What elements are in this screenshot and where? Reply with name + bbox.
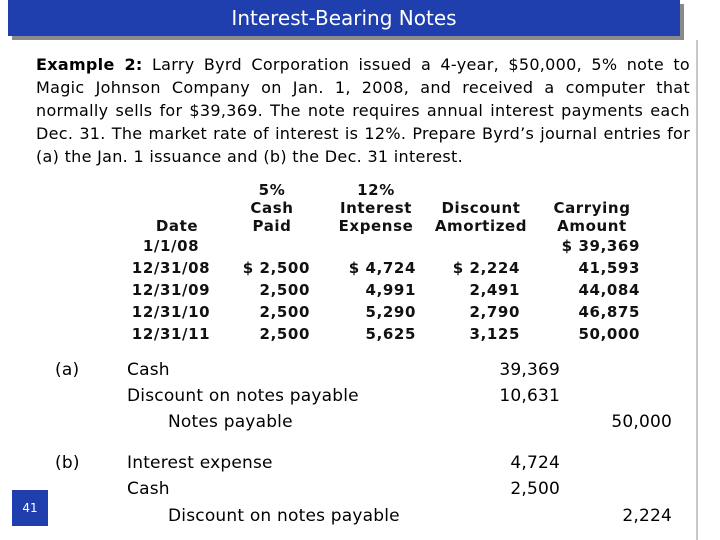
- table-cell-carrying: 50,000: [578, 325, 640, 343]
- header-cash-paid: Paid: [252, 217, 292, 235]
- entry-b-account: Discount on notes payable: [168, 506, 400, 526]
- entry-a-account: Discount on notes payable: [127, 386, 359, 406]
- header-discount-amortized: Amortized: [434, 217, 528, 235]
- example-text: Larry Byrd Corporation issued a 4-year, $50,000, 5% note to Magic Johnson Company on Jan. 1, 2008, and received a computer that normally sells for $39,369. The note requires annual interest payments each Dec. 31. The market rate of interest is 12%. Prepare Byrd’s journal entries for (a) the Jan. 1 issuance and (b) the Dec. 31 interest.: [36, 55, 691, 166]
- table-cell-discount: $ 2,224: [452, 259, 520, 277]
- header-discount: Discount: [441, 199, 521, 217]
- table-cell-carrying: 44,084: [578, 281, 640, 299]
- entry-b-debit: 2,500: [510, 479, 560, 499]
- table-cell-discount: 2,491: [469, 281, 520, 299]
- table-cell-cash: 2,500: [259, 325, 310, 343]
- entry-a-debit: 39,369: [499, 360, 560, 380]
- table-cell-carrying: $ 39,369: [561, 237, 640, 255]
- header-interest-rate: 12%: [357, 181, 395, 199]
- table-cell-interest: 5,625: [365, 325, 416, 343]
- table-cell-cash: $ 2,500: [242, 259, 310, 277]
- example-paragraph: [36, 53, 690, 168]
- header-carrying: Carrying: [553, 199, 631, 217]
- header-date: Date: [155, 217, 199, 235]
- table-cell-interest: 4,991: [365, 281, 416, 299]
- table-cell-date: 12/31/09: [131, 281, 211, 299]
- table-cell-interest: $ 4,724: [348, 259, 416, 277]
- entry-a-credit: 50,000: [611, 412, 672, 432]
- table-cell-cash: 2,500: [259, 303, 310, 321]
- table-cell-carrying: 46,875: [578, 303, 640, 321]
- table-cell-date: 12/31/08: [131, 259, 211, 277]
- slide-title: Interest-Bearing Notes: [8, 0, 680, 36]
- entry-a-account: Cash: [127, 360, 170, 380]
- entry-b-account: Cash: [127, 479, 170, 499]
- header-interest: Interest: [339, 199, 413, 217]
- table-cell-cash: 2,500: [259, 281, 310, 299]
- entry-a-account: Notes payable: [168, 412, 293, 432]
- entry-b-label: (b): [55, 453, 80, 473]
- table-cell-carrying: 41,593: [578, 259, 640, 277]
- table-cell-date: 1/1/08: [142, 237, 200, 255]
- header-carrying-amount: Amount: [557, 217, 627, 235]
- table-cell-interest: 5,290: [365, 303, 416, 321]
- entry-b-credit: 2,224: [622, 506, 672, 526]
- table-cell-discount: 3,125: [469, 325, 520, 343]
- table-cell-discount: 2,790: [469, 303, 520, 321]
- slide-border: [696, 40, 698, 540]
- page-number: 41: [12, 490, 48, 526]
- table-cell-date: 12/31/10: [131, 303, 211, 321]
- entry-a-debit: 10,631: [499, 386, 560, 406]
- header-interest-expense: Expense: [338, 217, 414, 235]
- entry-b-account: Interest expense: [127, 453, 273, 473]
- amortization-table: [112, 178, 672, 348]
- table-cell-date: 12/31/11: [131, 325, 211, 343]
- entry-a-label: (a): [55, 360, 80, 380]
- example-label: Example 2:: [36, 55, 143, 74]
- header-cash-rate: 5%: [258, 181, 286, 199]
- header-cash: Cash: [250, 199, 294, 217]
- entry-b-debit: 4,724: [510, 453, 560, 473]
